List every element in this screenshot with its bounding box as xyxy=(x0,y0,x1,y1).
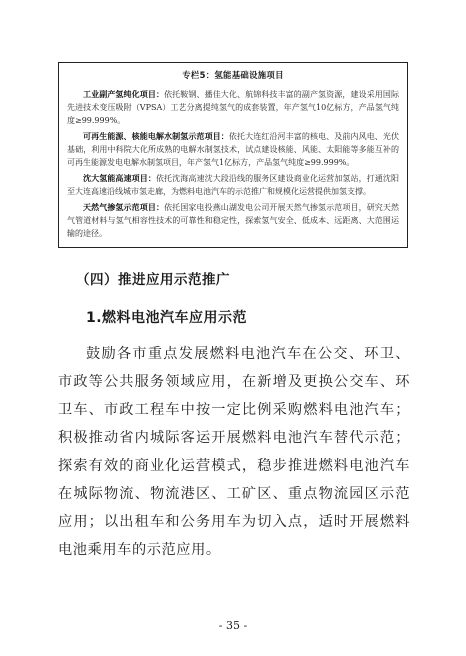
box-paragraph xyxy=(67,201,399,240)
box-paragraph xyxy=(67,130,399,169)
paragraph-lead: 天然气掺氢示范项目： xyxy=(83,203,165,212)
paragraph-lead: 可再生能源、核能电解水制氢示范项目： xyxy=(83,132,229,141)
paragraph-text: 依托国家电投燕山湖发电公司开展天然气掺氢示范项目，研究天然气管道材料与氢气相容性技术的可靠性和稳定性，探索氢气安全、低成本、远距离、大范围运输的途径。 xyxy=(67,203,400,238)
project-box xyxy=(58,62,408,248)
paragraph-text: 依托沈海高速沈大段沿线的服务区建设商业化运营加氢站，打通沈阳至大连高速沿线城市氢走廊，为燃料电池汽车的示范推广和规模化运营提供加氢支撑。 xyxy=(67,174,400,196)
body-paragraph: 鼓励各市重点发展燃料电池汽车在公交、环卫、市政等公共服务领域应用，在新增及更换公交车、环卫车、市政工程车中按一定比例采购燃料电池汽车；积极推动省内城际客运开展燃料电池汽车替代示范；探索有效的商业化运营模式，稳步推进燃料电池汽车在城际物流、物流港区、工矿区、重点物流园区示范应用；以出租车和公务用车为切入点，适时开展燃料电池乘用车的示范应用。 xyxy=(58,346,410,558)
section-heading: （四）推进应用示范推广 xyxy=(76,272,230,288)
box-title: 专栏5：氢能基础设施项目 xyxy=(182,70,284,80)
sub-heading: 1.燃料电池汽车应用示范 xyxy=(86,310,248,326)
box-paragraph xyxy=(67,88,399,127)
paragraph-lead: 沈大氢能高速项目： xyxy=(83,174,156,183)
paragraph-lead: 工业副产氢纯化项目： xyxy=(83,90,165,99)
page-number: - 35 - xyxy=(218,619,248,632)
box-paragraph xyxy=(67,172,399,198)
paragraph-text: 依托大连红沿河丰富的核电、及前内风电、光伏基础，利用中科院大化所成熟的电解水制氢技术，试点建设核能、风能、太阳能等多能互补的可再生能源发电电解水制氢项目，年产氢气1亿标方，产品氢气纯度≥99.999%。 xyxy=(67,132,400,167)
paragraph-text: 依托鞍钢、播佳大化、航锦科技丰富的副产氢资源，建设采用国际先进技术变压吸附（VPSA）工艺分离提纯氢气的成套装置，年产氢气10亿标方，产品氢气纯度≥99.999%。 xyxy=(67,90,400,125)
